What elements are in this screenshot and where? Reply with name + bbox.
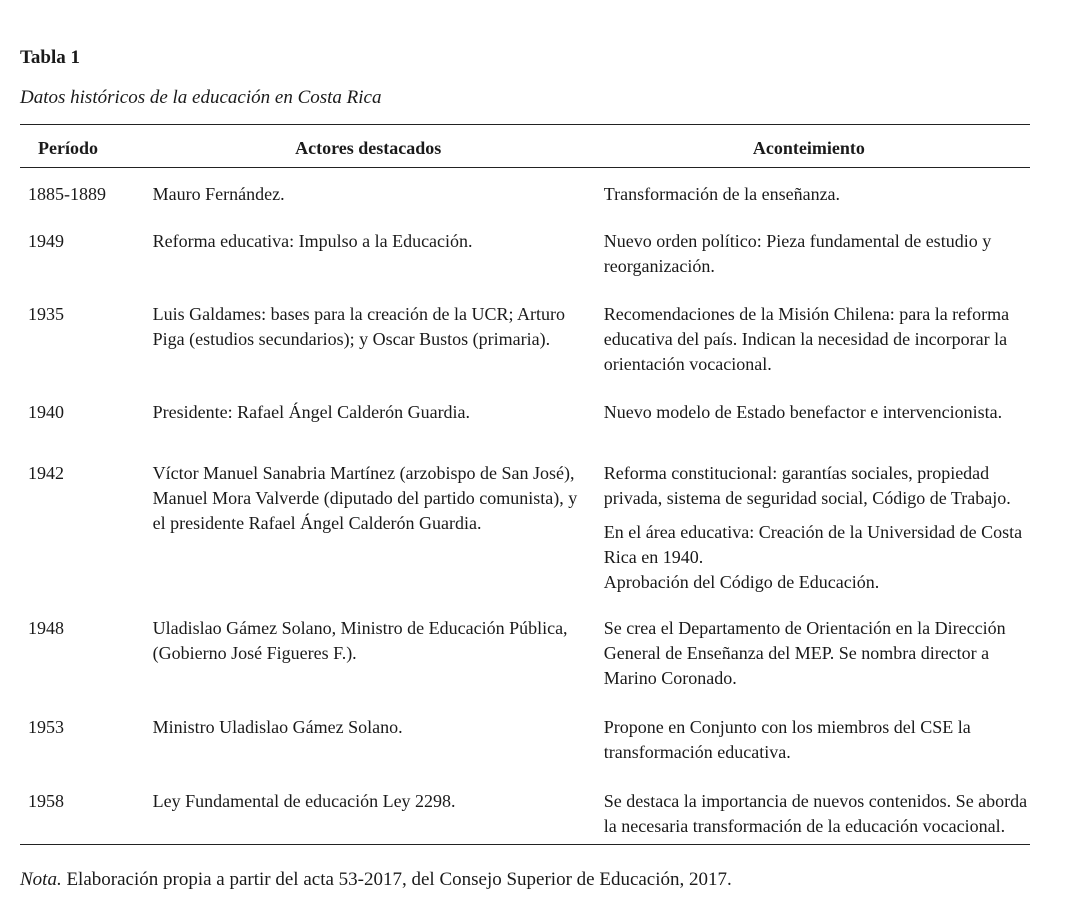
- cell-actores: Reforma educativa: Impulso a la Educación.: [152, 231, 473, 251]
- cell-acontecimiento: [588, 701, 1030, 775]
- cell-acontecimiento: [588, 387, 1030, 435]
- table-row: [20, 387, 1030, 435]
- cell-acontecimiento: [588, 775, 1030, 845]
- cell-acontecimiento: [588, 603, 1030, 701]
- table-note: [20, 866, 1030, 894]
- cell-actores: Presidente: Rafael Ángel Calderón Guardia.: [152, 402, 471, 422]
- acontecimiento-paragraph: Transformación de la enseñanza.: [603, 184, 841, 204]
- acontecimiento-paragraph: Se destaca la importancia de nuevos contenidos. Se aborda la necesaria transformación de la educación vocacional.: [603, 791, 1028, 836]
- cell-actores: Luis Galdames: bases para la creación de la UCR; Arturo Piga (estudios secundarios); y Oscar Bustos (primaria).: [152, 304, 566, 349]
- cell-periodo: 1948: [28, 618, 64, 638]
- cell-periodo: 1953: [28, 717, 64, 737]
- table-row: [20, 603, 1030, 701]
- table-body: [20, 168, 1030, 845]
- table-title: Datos históricos de la educación en Costa Rica: [20, 87, 382, 108]
- cell-actores: Mauro Fernández.: [152, 184, 285, 204]
- note-label: Nota.: [20, 869, 62, 890]
- acontecimiento-paragraph: En el área educativa: Creación de la Universidad de Costa Rica en 1940. Aprobación del Código de Educación.: [603, 522, 1023, 592]
- cell-periodo: 1940: [28, 402, 64, 422]
- acontecimiento-paragraph: Se crea el Departamento de Orientación en la Dirección General de Enseñanza del MEP. Se nombra director a Marino Coronado.: [603, 618, 1006, 688]
- cell-acontecimiento: [588, 168, 1030, 217]
- table-row: [20, 701, 1030, 775]
- header-row: [20, 125, 1030, 168]
- document-page: [20, 44, 1030, 894]
- acontecimiento-paragraph: Nuevo modelo de Estado benefactor e intervencionista.: [603, 402, 1003, 422]
- cell-periodo: 1958: [20, 775, 149, 845]
- acontecimiento-paragraph: Nuevo orden político: Pieza fundamental de estudio y reorganización.: [603, 231, 992, 276]
- cell-actores: Uladislao Gámez Solano, Ministro de Educación Pública, (Gobierno José Figueres F.).: [152, 618, 568, 663]
- cell-actores: Ley Fundamental de educación Ley 2298.: [149, 775, 588, 845]
- cell-periodo: 1942: [28, 463, 64, 483]
- cell-acontecimiento: [588, 216, 1030, 289]
- acontecimiento-paragraph: Recomendaciones de la Misión Chilena: para la reforma educativa del país. Indican la necesidad de incorporar la orientación vocacional.: [603, 304, 1010, 374]
- table-row: [20, 435, 1030, 603]
- cell-periodo: 1949: [28, 231, 64, 251]
- cell-actores: Ministro Uladislao Gámez Solano.: [152, 717, 403, 737]
- acontecimiento-paragraph: Propone en Conjunto con los miembros del CSE la transformación educativa.: [603, 717, 971, 762]
- table-row: [20, 775, 1030, 845]
- cell-actores: Víctor Manuel Sanabria Martínez (arzobispo de San José), Manuel Mora Valverde (diputado del partido comunista), y el presidente Rafael Ángel Calderón Guardia.: [152, 463, 578, 533]
- history-table: [20, 124, 1030, 845]
- header-acontecimiento: Aconteimiento: [588, 125, 1030, 168]
- table-row: [20, 216, 1030, 289]
- cell-acontecimiento: [588, 435, 1030, 603]
- cell-acontecimiento: [588, 289, 1030, 387]
- cell-periodo: 1935: [28, 304, 64, 324]
- note-text: Elaboración propia a partir del acta 53-2017, del Consejo Superior de Educación, 2017.: [61, 869, 732, 890]
- table-header: [20, 125, 1030, 168]
- table-row: [20, 168, 1030, 217]
- header-actores: Actores destacados: [149, 125, 588, 168]
- table-row: [20, 289, 1030, 387]
- cell-periodo: 1885-1889: [28, 184, 106, 204]
- header-periodo: Período: [20, 125, 149, 168]
- acontecimiento-paragraph: Reforma constitucional: garantías sociales, propiedad privada, sistema de seguridad social, Código de Trabajo.: [603, 463, 1011, 508]
- table-label: Tabla 1: [20, 47, 81, 68]
